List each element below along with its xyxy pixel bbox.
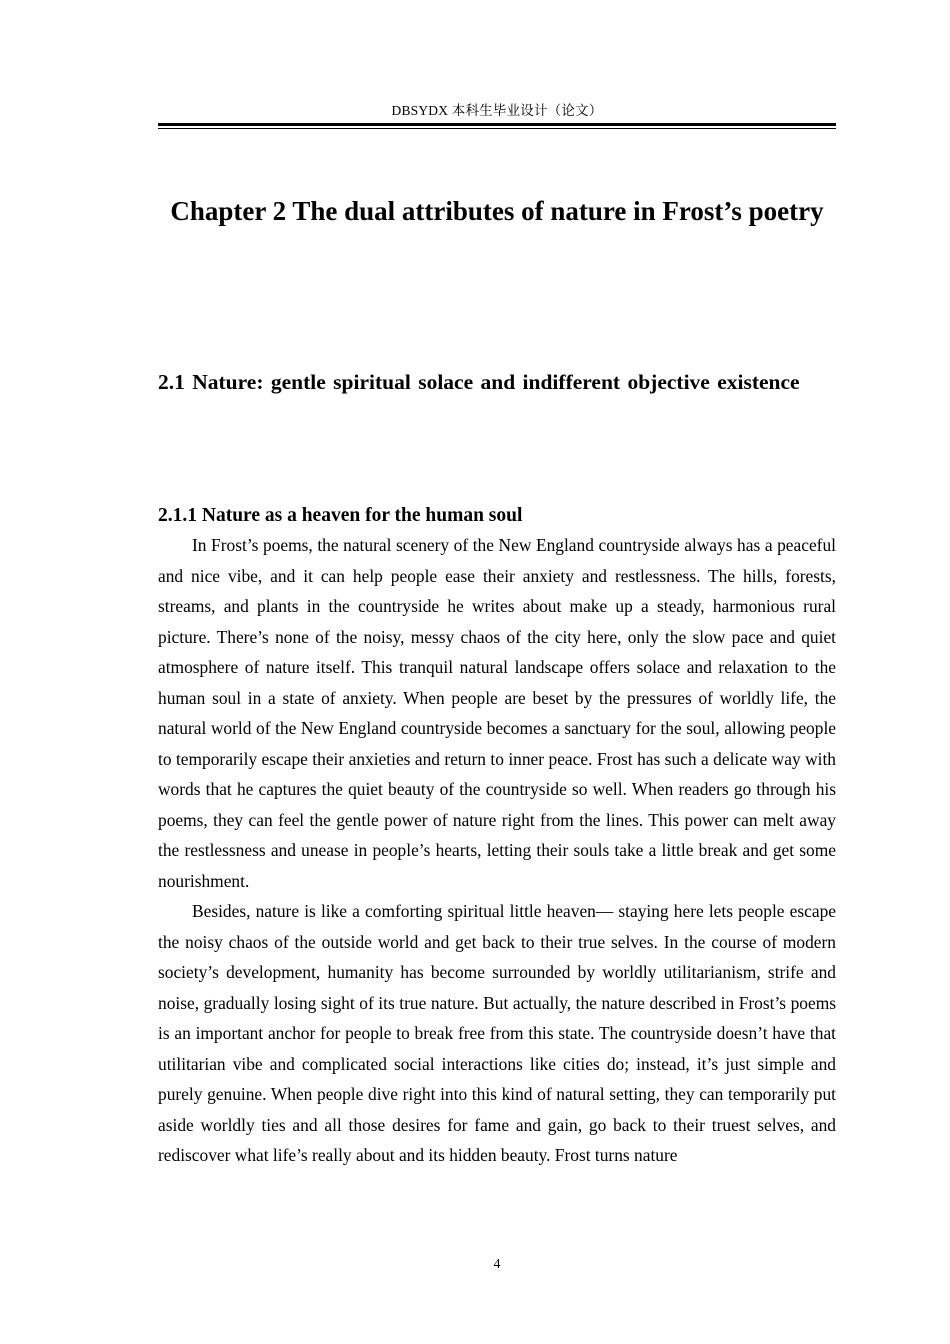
section-title: 2.1 Nature: gentle spiritual solace and indifferent objective existence bbox=[158, 370, 800, 394]
header-rule-thin bbox=[158, 128, 836, 129]
running-header: DBSYDX 本科生毕业设计（论文） bbox=[391, 103, 603, 118]
header-rule-thick bbox=[158, 123, 836, 126]
body-text bbox=[158, 530, 836, 1171]
paragraph-1: In Frost’s poems, the natural scenery of the New England countryside always has a peaceful and nice vibe, and it can help people ease their anxiety and restlessness. The hills, forests, streams, and plants in the countryside he writes about make up a steady, harmonious rural picture. There’s none of the noisy, messy chaos of the city here, only the slow pace and quiet atmosphere of nature itself. This tranquil natural landscape offers solace and relaxation to the human soul in a state of anxiety. When people are beset by the pressures of worldly life, the natural world of the New England countryside becomes a sanctuary for the soul, allowing people to temporarily escape their anxieties and return to inner peace. Frost has such a delicate way with words that he captures the quiet beauty of the countryside so well. When readers go through his poems, they can feel the gentle power of nature right from the lines. This power can melt away the restlessness and unease in people’s hearts, letting their souls take a little break and get some nourishment. bbox=[158, 535, 836, 891]
paragraph-2: Besides, nature is like a comforting spiritual little heaven— staying here lets people escape the noisy chaos of the outside world and get back to their true selves. In the course of modern society’s development, humanity has become surrounded by worldly utilitarianism, strife and noise, gradually losing sight of its true nature. But actually, the nature described in Frost’s poems is an important anchor for people to break free from this state. The countryside doesn’t have that utilitarian vibe and complicated social interactions like cities do; instead, it’s just simple and purely genuine. When people dive right into this kind of natural setting, they can temporarily put aside worldly ties and all those desires for fame and gain, go back to their truest selves, and rediscover what life’s really about and its hidden beauty. Frost turns nature bbox=[158, 901, 836, 1165]
page-number: 4 bbox=[493, 1256, 501, 1271]
chapter-title: Chapter 2 The dual attributes of nature in Frost’s poetry bbox=[170, 196, 824, 226]
subsection-title: 2.1.1 Nature as a heaven for the human soul bbox=[158, 505, 523, 526]
